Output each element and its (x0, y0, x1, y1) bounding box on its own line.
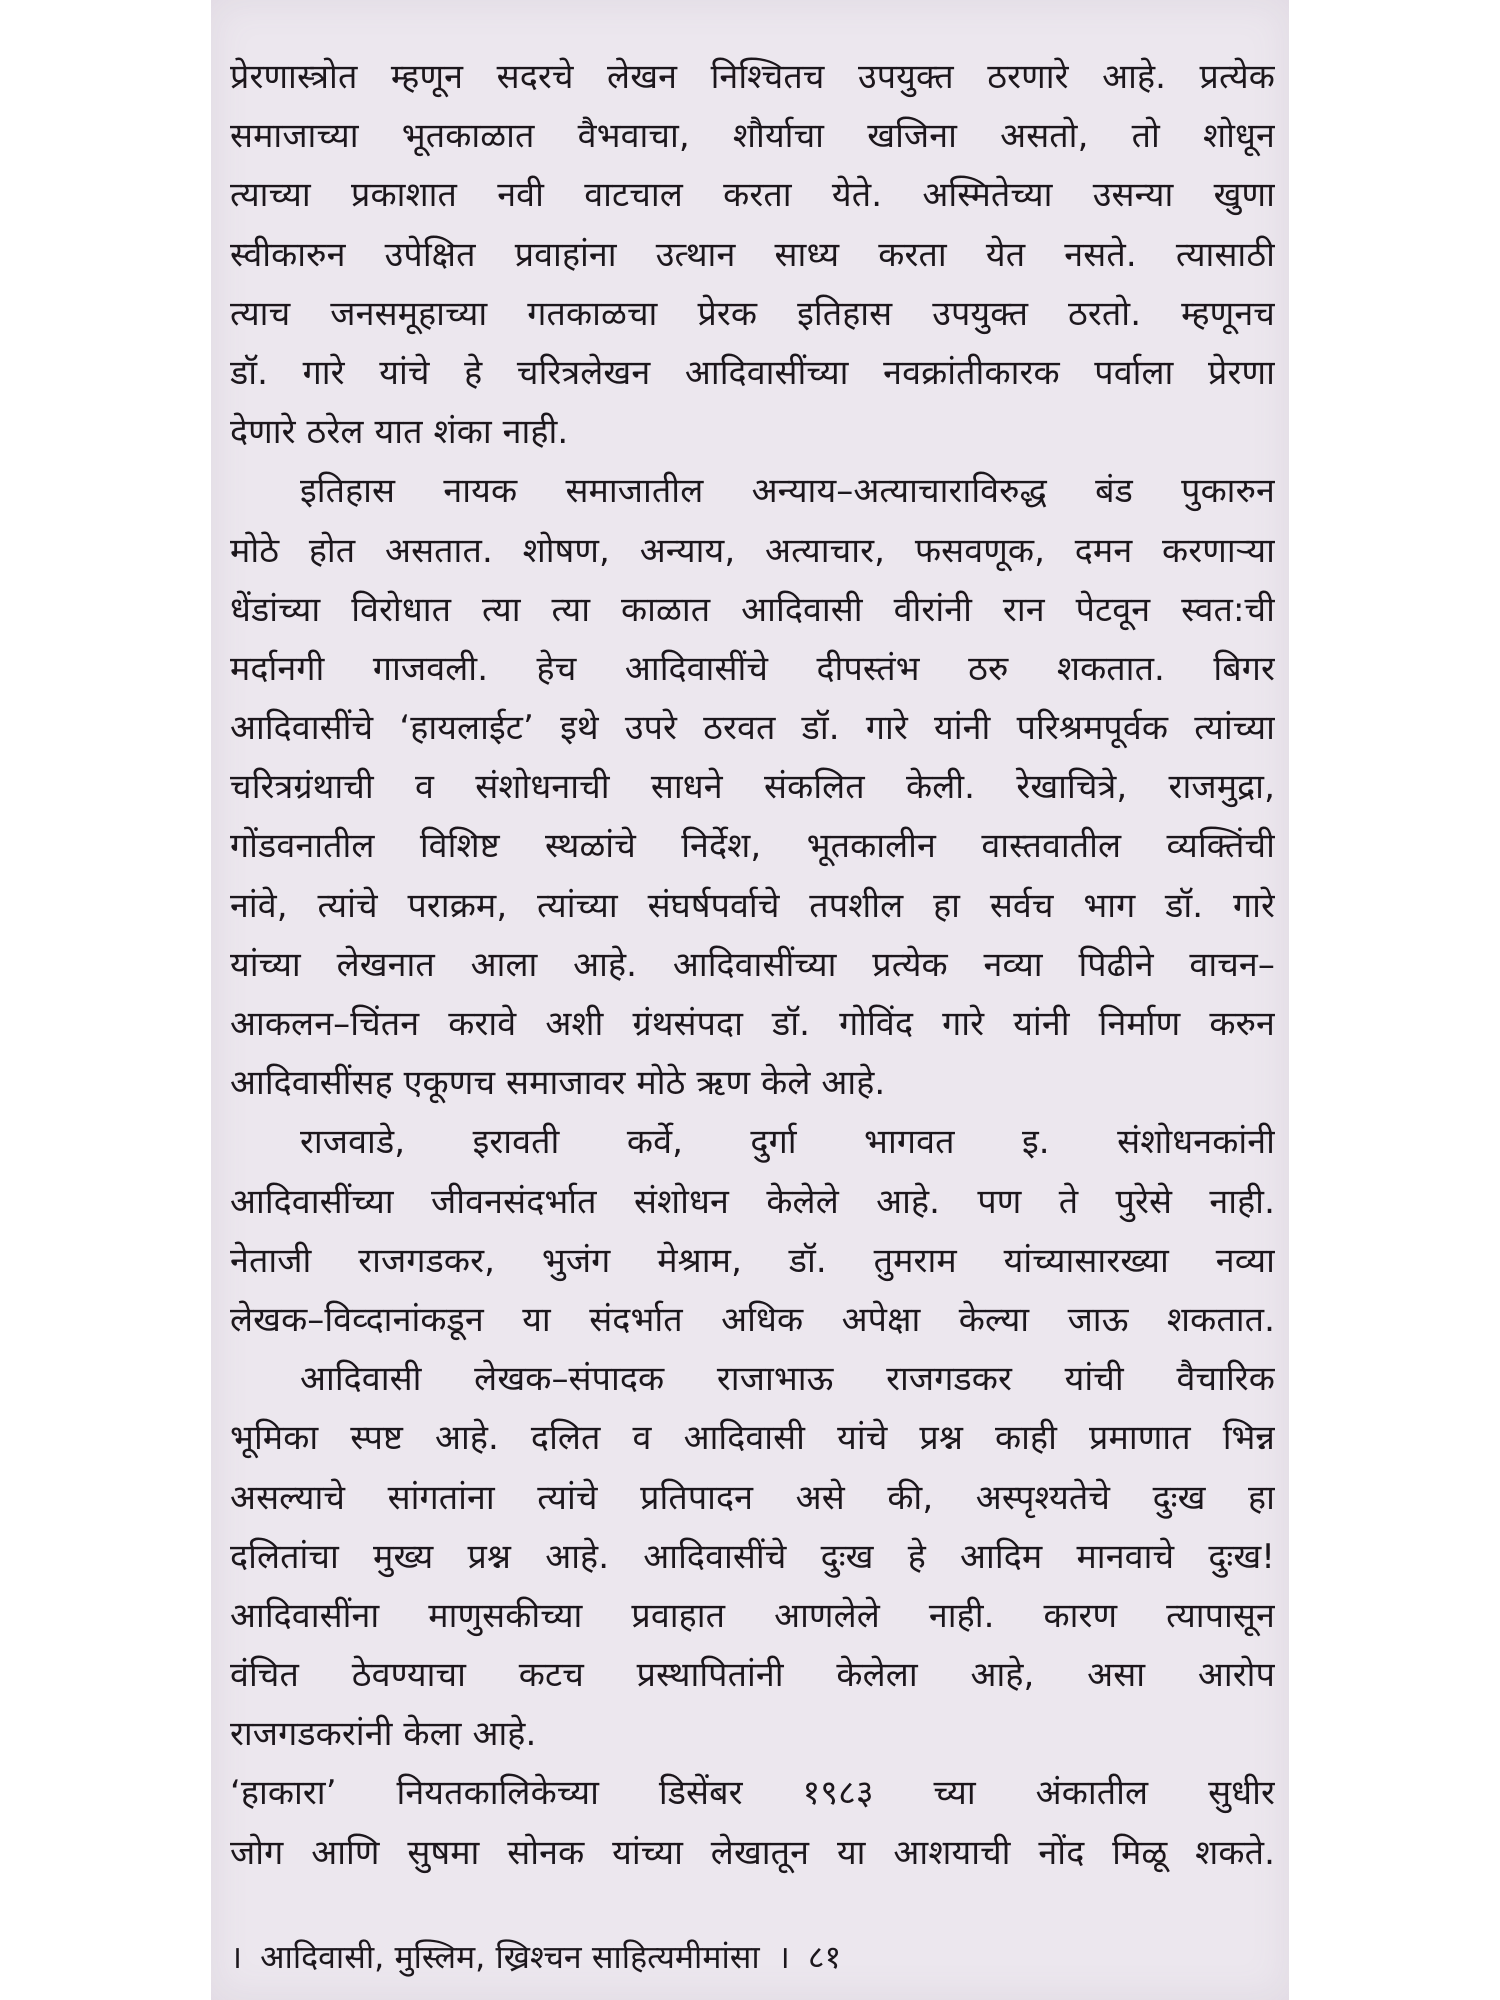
text-line: नांवे, त्यांचे पराक्रम, त्यांच्या संघर्षपर्वाचे तपशील हा सर्वच भाग डॉ. गारे (230, 885, 1275, 926)
text-line: आकलन–चिंतन करावे अशी ग्रंथसंपदा डॉ. गोविंद गारे यांनी निर्माण करुन (230, 1004, 1275, 1044)
text-line: डॉ. गारे यांचे हे चरित्रलेखन आदिवासींच्या नवक्रांतीकारक पर्वाला प्रेरणा (230, 352, 1275, 393)
text-line: समाजाच्या भूतकाळात वैभवाचा, शौर्याचा खजिना असतो, तो शोधून (230, 116, 1275, 157)
text-line: देणारे ठरेल यात शंका नाही. (230, 412, 569, 453)
text-line: असल्याचे सांगतांना त्यांचे प्रतिपादन असे की, अस्पृश्यतेचे दुःख हा (230, 1477, 1275, 1518)
text-line: त्याच जनसमूहाच्या गतकाळचा प्रेरक इतिहास उपयुक्त ठरतो. म्हणूनच (230, 293, 1275, 334)
text-line: इतिहास नायक समाजातील अन्याय–अत्याचाराविरुद्ध बंड पुकारुन (300, 471, 1275, 512)
footer-bar-left: । (230, 1938, 243, 1976)
text-line: प्रेरणास्त्रोत म्हणून सदरचे लेखन निश्चितच उपयुक्त ठरणारे आहे. प्रत्येक (230, 57, 1275, 97)
text-line: लेखक–विव्दानांकडून या संदर्भात अधिक अपेक्षा केल्या जाऊ शकतात. (230, 1299, 1275, 1340)
text-line: त्याच्या प्रकाशात नवी वाटचाल करता येते. अस्मितेच्या उसन्या खुणा (230, 175, 1275, 216)
page-number: ८१ (807, 1938, 842, 1976)
text-line: वंचित ठेवण्याचा कटच प्रस्थापितांनी केलेला आहे, असा आरोप (230, 1655, 1275, 1696)
text-line: भूमिका स्पष्ट आहे. दलित व आदिवासी यांचे प्रश्न काही प्रमाणात भिन्न (230, 1418, 1275, 1459)
text-line: मर्दानगी गाजवली. हेच आदिवासींचे दीपस्तंभ ठरु शकतात. बिगर (230, 648, 1275, 689)
text-line: जोग आणि सुषमा सोनक यांच्या लेखातून या आशयाची नोंद मिळू शकते. (230, 1832, 1275, 1873)
body-text (230, 48, 1275, 1883)
text-line: नेताजी राजगडकर, भुजंग मेश्राम, डॉ. तुमराम यांच्यासारख्या नव्या (230, 1240, 1275, 1281)
text-line: मोठे होत असतात. शोषण, अन्याय, अत्याचार, फसवणूक, दमन करणाऱ्या (230, 530, 1275, 571)
text-line: आदिवासी लेखक–संपादक राजाभाऊ राजगडकर यांची वैचारिक (300, 1359, 1275, 1400)
text-line: आदिवासींसह एकूणच समाजावर मोठे ऋण केले आहे. (230, 1063, 886, 1104)
text-line: गोंडवनातील विशिष्ट स्थळांचे निर्देश, भूतकालीन वास्तवातील व्यक्तिंची (230, 826, 1275, 867)
text-line: ‘हाकारा’ नियतकालिकेच्या डिसेंबर १९८३ च्या अंकातील सुधीर (230, 1773, 1275, 1814)
text-line: चरित्रग्रंथाची व संशोधनाची साधने संकलित केली. रेखाचित्रे, राजमुद्रा, (230, 767, 1275, 808)
footer-bar-right: । (777, 1938, 790, 1976)
text-line: दलितांचा मुख्य प्रश्न आहे. आदिवासींचे दुःख हे आदिम मानवाचे दुःख! (230, 1536, 1275, 1577)
text-line: आदिवासींचे ‘हायलाईट’ इथे उपरे ठरवत डॉ. गारे यांनी परिश्रमपूर्वक त्यांच्या (230, 708, 1275, 749)
text-line: आदिवासींना माणुसकीच्या प्रवाहात आणलेले नाही. कारण त्यापासून (230, 1595, 1275, 1636)
page-footer (230, 1932, 859, 1982)
running-title: आदिवासी, मुस्लिम, ख्रिश्चन साहित्यमीमांसा (260, 1938, 760, 1976)
text-line: राजगडकरांनी केला आहे. (230, 1714, 537, 1755)
text-line: स्वीकारुन उपेक्षित प्रवाहांना उत्थान साध्य करता येत नसते. त्यासाठी (230, 234, 1275, 275)
text-line: आदिवासींच्या जीवनसंदर्भात संशोधन केलेले आहे. पण ते पुरेसे नाही. (230, 1181, 1275, 1222)
text-line: राजवाडे, इरावती कर्वे, दुर्गा भागवत इ. संशोधनकांनी (300, 1122, 1275, 1163)
text-line: यांच्या लेखनात आला आहे. आदिवासींच्या प्रत्येक नव्या पिढीने वाचन– (230, 944, 1275, 985)
text-line: धेंडांच्या विरोधात त्या त्या काळात आदिवासी वीरांनी रान पेटवून स्वत:ची (230, 589, 1275, 630)
